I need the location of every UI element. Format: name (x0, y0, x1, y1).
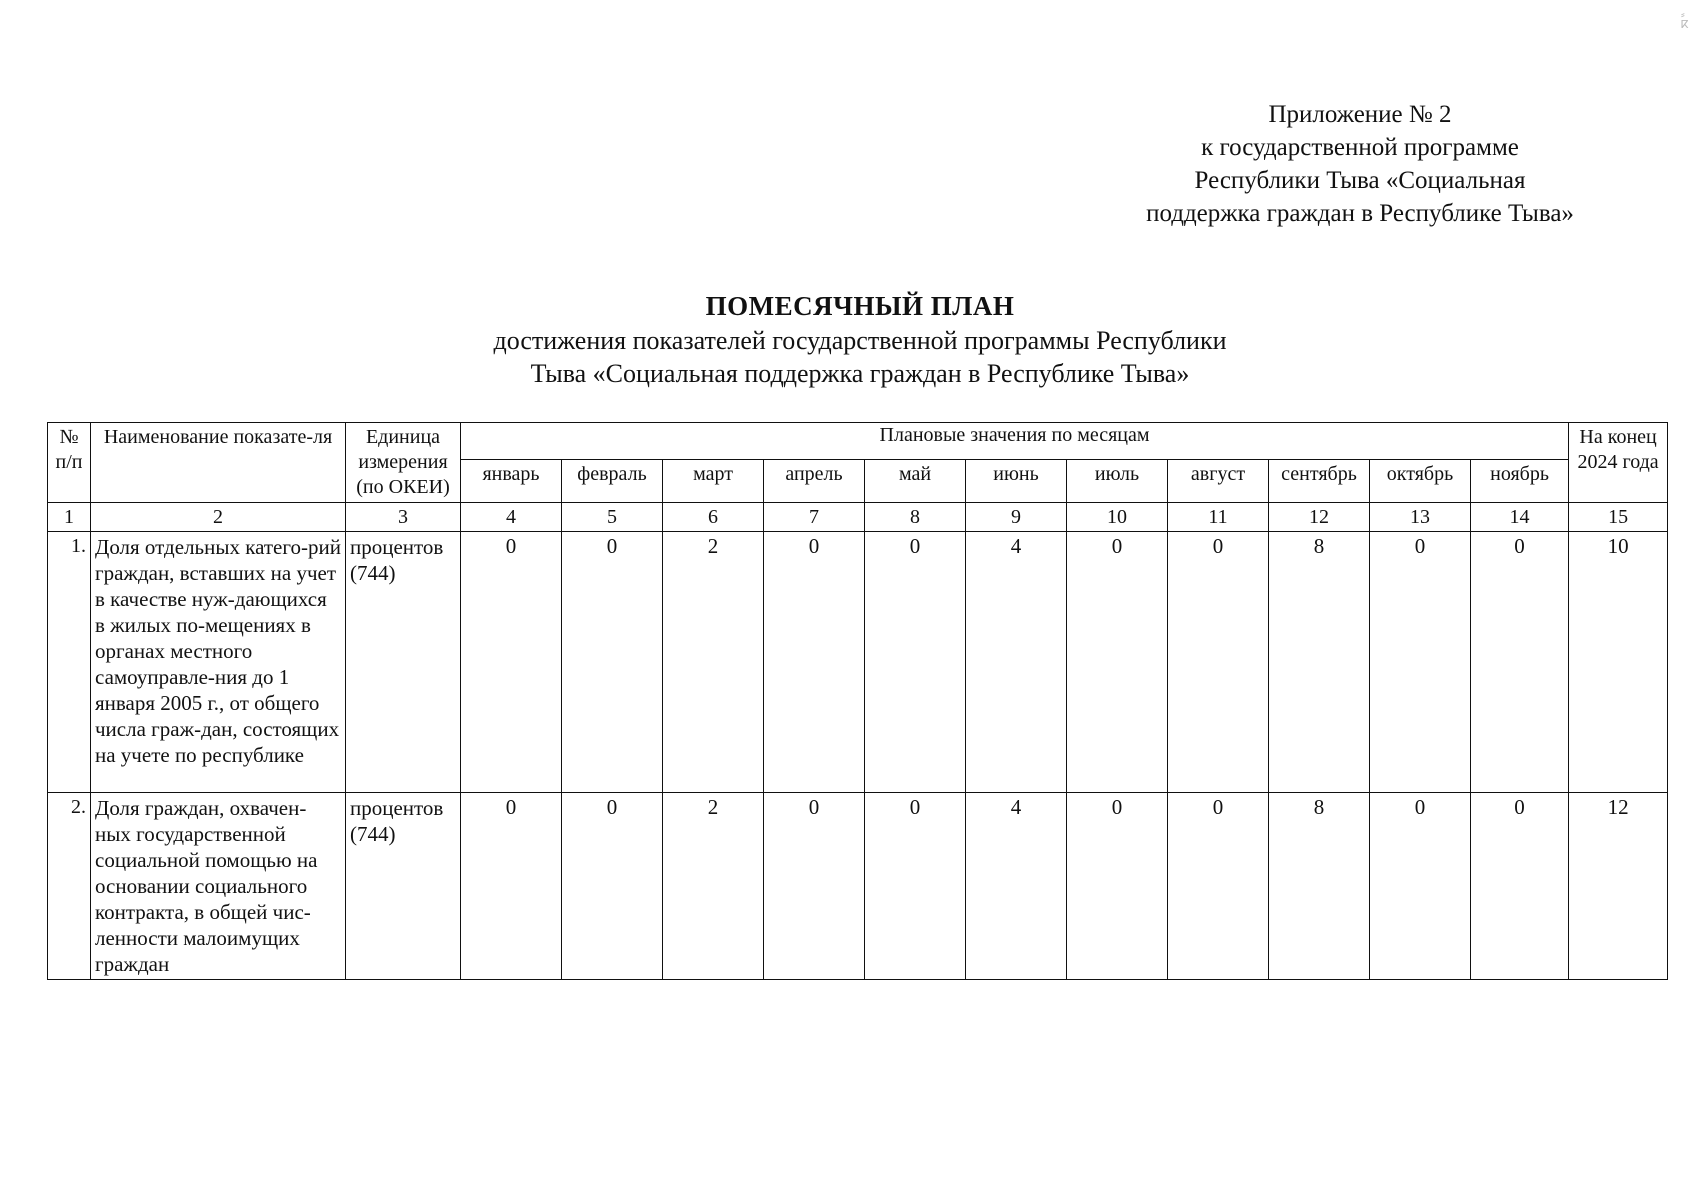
header-month: май (865, 460, 966, 503)
appendix-note (1100, 98, 1620, 230)
column-number: 6 (663, 503, 764, 532)
column-number: 12 (1269, 503, 1370, 532)
month-value: 0 (1471, 532, 1569, 793)
month-value: 4 (966, 793, 1067, 980)
header-month: июль (1067, 460, 1168, 503)
column-number: 3 (346, 503, 461, 532)
month-value: 0 (1168, 793, 1269, 980)
indicator-name: Доля отдельных катего-рий граждан, вставших на учет в качестве нуж-дающихся в жилых по-мещениях в органах местного самоуправле-ния до 1 января 2005 г., от общего числа граж-дан, состоящих на учете по республике (91, 532, 346, 793)
month-value: 0 (1370, 532, 1471, 793)
month-value: 0 (461, 793, 562, 980)
indicator-unit: процентов (744) (346, 532, 461, 793)
column-number: 13 (1370, 503, 1471, 532)
column-numbers-row (48, 503, 1668, 532)
header-month: июнь (966, 460, 1067, 503)
month-value: 0 (764, 532, 865, 793)
appendix-line: поддержка граждан в Республике Тыва» (1146, 200, 1574, 227)
row-number: 2. (48, 793, 91, 980)
month-value: 8 (1269, 532, 1370, 793)
month-value: 0 (1370, 793, 1471, 980)
header-month: апрель (764, 460, 865, 503)
month-value: 0 (1067, 532, 1168, 793)
appendix-line: Республики Тыва «Социальная (1194, 167, 1526, 194)
scan-corner-mark: ⸗ ⴽ (1681, 8, 1689, 31)
header-end-of-year: На конец 2024 года (1569, 423, 1668, 503)
document-subtitle-line: Тыва «Социальная поддержка граждан в Республике Тыва» (530, 359, 1190, 388)
column-number: 10 (1067, 503, 1168, 532)
header-num: № п/п (48, 423, 91, 503)
header-month: август (1168, 460, 1269, 503)
appendix-line: Приложение № 2 (1268, 101, 1452, 128)
table-row (48, 532, 1668, 793)
column-number: 9 (966, 503, 1067, 532)
month-value: 0 (764, 793, 865, 980)
column-number: 14 (1471, 503, 1569, 532)
end-of-year-value: 10 (1569, 532, 1668, 793)
month-value: 0 (1168, 532, 1269, 793)
column-number: 11 (1168, 503, 1269, 532)
header-month: январь (461, 460, 562, 503)
table-row (48, 793, 1668, 980)
header-unit: Единица измерения (по ОКЕИ) (346, 423, 461, 503)
appendix-line: к государственной программе (1201, 134, 1519, 161)
month-value: 0 (562, 532, 663, 793)
document-heading (290, 288, 1430, 390)
month-value: 0 (562, 793, 663, 980)
month-value: 2 (663, 532, 764, 793)
month-value: 0 (865, 532, 966, 793)
header-month: сентябрь (1269, 460, 1370, 503)
header-month: ноябрь (1471, 460, 1569, 503)
header-month: март (663, 460, 764, 503)
monthly-plan-table (47, 422, 1668, 980)
indicator-unit: процентов (744) (346, 793, 461, 980)
column-number: 5 (562, 503, 663, 532)
column-number: 7 (764, 503, 865, 532)
header-month: февраль (562, 460, 663, 503)
column-number: 2 (91, 503, 346, 532)
month-value: 0 (461, 532, 562, 793)
month-value: 0 (1067, 793, 1168, 980)
month-value: 8 (1269, 793, 1370, 980)
header-month: октябрь (1370, 460, 1471, 503)
row-number: 1. (48, 532, 91, 793)
document-title: ПОМЕСЯЧНЫЙ ПЛАН (705, 291, 1015, 321)
month-value: 0 (865, 793, 966, 980)
column-number: 15 (1569, 503, 1668, 532)
document-subtitle-line: достижения показателей государственной программы Республики (493, 326, 1227, 355)
month-value: 2 (663, 793, 764, 980)
header-name: Наименование показате-ля (91, 423, 346, 503)
header-months-group: Плановые значения по месяцам (461, 423, 1569, 460)
column-number: 8 (865, 503, 966, 532)
end-of-year-value: 12 (1569, 793, 1668, 980)
indicator-name: Доля граждан, охвачен-ных государственной социальной помощью на основании социального контракта, в общей чис-ленности малоимущих граждан (91, 793, 346, 980)
month-value: 0 (1471, 793, 1569, 980)
column-number: 4 (461, 503, 562, 532)
column-number: 1 (48, 503, 91, 532)
month-value: 4 (966, 532, 1067, 793)
